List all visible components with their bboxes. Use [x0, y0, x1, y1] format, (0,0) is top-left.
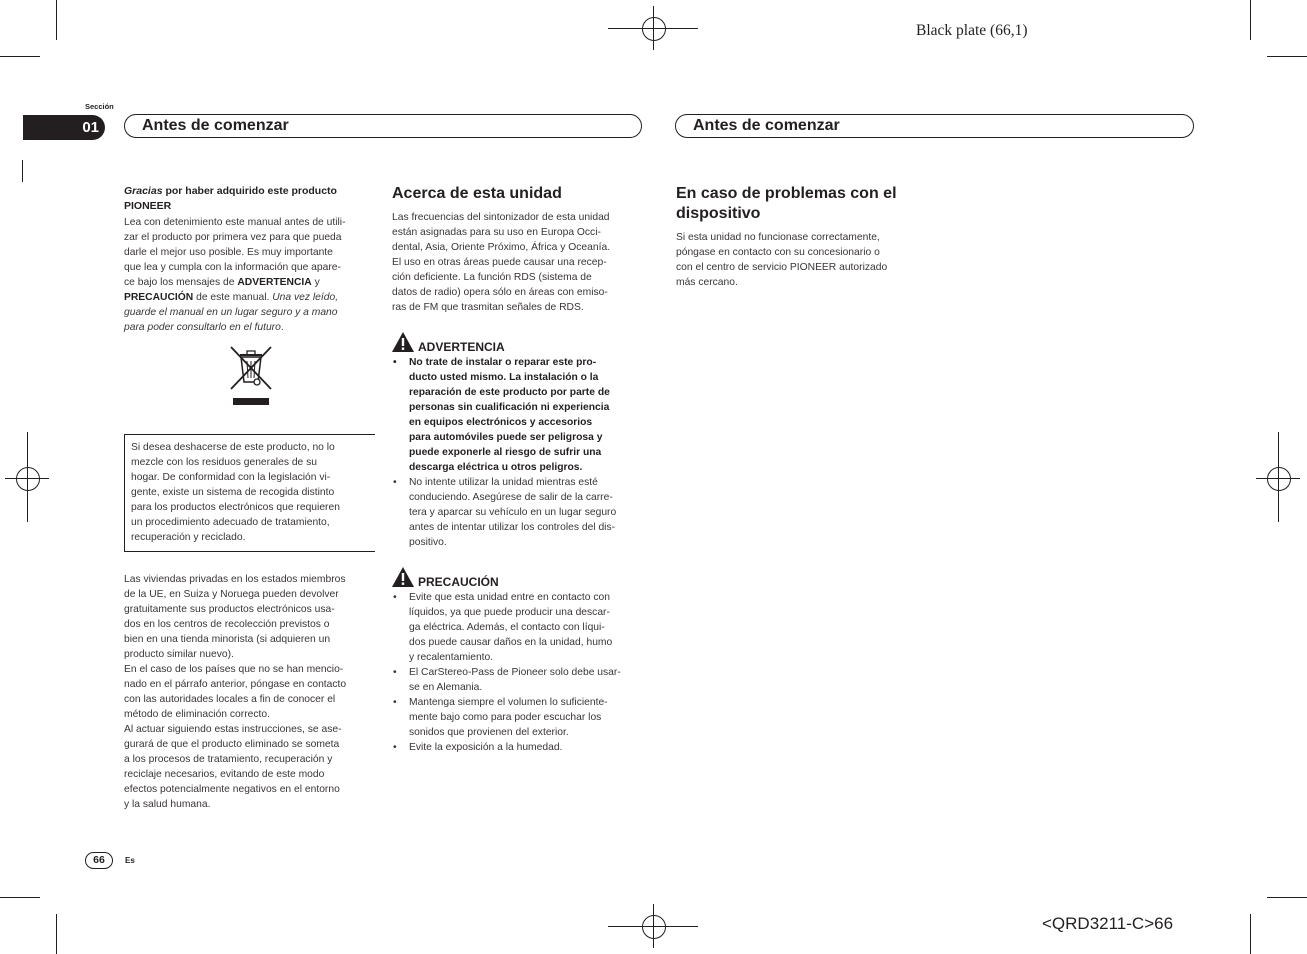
text-line: Mantenga siempre el volumen lo suficiente-	[409, 697, 608, 708]
text-line: hogar. De conformidad con la legislación vi-	[131, 472, 331, 483]
crossed-out-wheelie-bin-icon	[228, 344, 274, 408]
warning-item	[393, 475, 649, 550]
text-line: Evite la exposición a la humedad.	[409, 742, 563, 753]
text-line: ción deficiente. La función RDS (sistema de	[392, 272, 592, 283]
bullet: •	[393, 697, 397, 708]
text-line: Lea con detenimiento este manual antes de utili-	[124, 217, 346, 228]
italic-line: guarde el manual en un lugar seguro y a mano	[124, 307, 338, 318]
title-line: dispositivo	[676, 205, 761, 222]
crop-mark	[22, 160, 23, 182]
text-line: nado en el párrafo anterior, póngase en contacto	[124, 679, 347, 690]
crop-mark	[1267, 897, 1307, 898]
text-line: dental, Asia, Oriente Próximo, África y Oceanía.	[392, 242, 611, 253]
text-line: y la salud humana.	[124, 799, 211, 810]
text-line: En el caso de los países que no se han mencio-	[124, 664, 344, 675]
crop-mark	[56, 914, 57, 954]
warning-ref: ADVERTENCIA	[237, 277, 312, 288]
header-bar-left	[124, 114, 642, 138]
bullet: •	[393, 592, 397, 603]
crop-mark	[1267, 56, 1307, 57]
text-line: dos puede causar daños en la unidad, humo	[409, 637, 613, 648]
italic-line: para poder consultarlo en el futuro	[124, 322, 281, 333]
warning-triangle-icon	[392, 332, 414, 352]
text-line: y recalentamiento.	[409, 652, 494, 663]
text-line: No trate de instalar o reparar este pro-	[409, 357, 597, 368]
text-fragment: y	[311, 277, 320, 288]
text-line: a los procesos de tratamiento, recuperación y	[124, 754, 333, 765]
text-line: un procedimiento adecuado de tratamiento,	[131, 517, 330, 528]
warning-item	[393, 355, 649, 475]
text-fragment: .	[280, 322, 284, 333]
header-bar-right	[675, 114, 1194, 138]
crop-mark	[1250, 0, 1251, 40]
document-code: <QRD3211-C>66	[1042, 914, 1174, 933]
text-line: método de eliminación correcto.	[124, 709, 270, 720]
text-line: El CarStereo-Pass de Pioneer solo debe usar-	[409, 667, 621, 678]
intro-brand: PIONEER	[124, 200, 172, 212]
text-line: más cercano.	[676, 277, 738, 288]
section-title-troubleshooting	[676, 184, 897, 224]
header-title-right: Antes de comenzar	[693, 117, 840, 134]
section-title-about: Acerca de esta unidad	[392, 185, 562, 202]
text-line: personas sin cualificación ni experiencia	[409, 402, 610, 413]
intro-paragraph	[124, 215, 384, 335]
caution-item	[393, 665, 649, 695]
caution-item	[393, 590, 649, 665]
eu-disposal-paragraph	[124, 572, 386, 812]
text-line: ga eléctrica. Además, el contacto con líqui-	[409, 622, 605, 633]
text-line: efectos potencialmente negativos en el entorno	[124, 784, 340, 795]
text-line: Si desea deshacerse de este producto, no lo	[131, 442, 335, 453]
text-line: mezcle con los residuos generales de su	[131, 457, 318, 468]
caution-item	[393, 740, 649, 755]
text-fragment: de este manual.	[193, 292, 273, 303]
bullet: •	[393, 357, 397, 368]
bullet: •	[393, 667, 397, 678]
text-line: darle el mejor uso posible. Es muy importante	[124, 247, 333, 258]
text-line: Las frecuencias del sintonizador de esta unidad	[392, 212, 610, 223]
text-line: sonidos que provienen del exterior.	[409, 727, 569, 738]
section-number: 01	[82, 119, 99, 136]
text-line: positivo.	[409, 537, 447, 548]
text-line: datos de radio) opera sólo en áreas con emiso-	[392, 287, 608, 298]
text-line: líquidos, ya que puede producir una descar-	[409, 607, 610, 618]
intro-italic: Gracias	[124, 185, 163, 197]
text-line: gratuitamente sus productos electrónicos usa-	[124, 604, 335, 615]
text-line: Al actuar siguiendo estas instrucciones, se ase-	[124, 724, 342, 735]
text-line: para automóviles puede ser peligrosa y	[409, 432, 603, 443]
caution-triangle-icon	[392, 567, 414, 587]
title-line: En caso de problemas con el	[676, 185, 897, 202]
language-code: Es	[125, 856, 135, 865]
text-line: Evite que esta unidad entre en contacto con	[409, 592, 610, 603]
text-line: antes de intentar utilizar los controles del dis-	[409, 522, 616, 533]
troubleshooting-paragraph	[676, 230, 931, 290]
text-line: ducto usted mismo. La instalación o la	[409, 372, 599, 383]
text-line: reciclaje necesarios, evitando de este modo	[124, 769, 325, 780]
plate-label: Black plate (66,1)	[916, 22, 1028, 39]
text-line: en equipos electrónicos y accesorios	[409, 417, 593, 428]
text-line: para los productos electrónicos que requieren	[131, 502, 340, 513]
text-line: Las viviendas privadas en los estados miembros	[124, 574, 346, 585]
text-line: que lea y cumpla con la información que apare-	[124, 262, 341, 273]
text-line: de la UE, en Suiza y Noruega pueden devolver	[124, 589, 339, 600]
warning-heading: ADVERTENCIA	[418, 340, 505, 354]
text-line: están asignadas para su uso en Europa Occi-	[392, 227, 601, 238]
crop-mark	[1250, 914, 1251, 954]
text-line: conduciendo. Asegúrese de salir de la carre-	[409, 492, 613, 503]
intro-rest: por haber adquirido este producto	[162, 185, 337, 197]
italic-fragment: Una vez leído,	[272, 292, 339, 303]
crop-mark	[0, 56, 40, 57]
text-line: dos en los centros de recolección previstos o	[124, 619, 330, 630]
text-line: zar el producto por primera vez para que pueda	[124, 232, 342, 243]
text-line: producto similar nuevo).	[124, 649, 234, 660]
text-line: Si esta unidad no funcionase correctamente,	[676, 232, 880, 243]
text-line: póngase en contacto con su concesionario o	[676, 247, 880, 258]
text-line: descarga eléctrica u otros peligros.	[409, 462, 583, 473]
text-line: El uso en otras áreas puede causar una recep-	[392, 257, 607, 268]
text-line: con el centro de servicio PIONEER autorizado	[676, 262, 888, 273]
section-number-tab	[23, 115, 105, 140]
bullet: •	[393, 477, 397, 488]
page-number: 66	[93, 854, 105, 866]
text-line: ce bajo los mensajes de	[124, 277, 238, 288]
bullet: •	[393, 742, 397, 753]
section-label: Sección	[85, 102, 114, 111]
crop-mark	[56, 0, 57, 40]
text-line: bien en una tienda minorista (si adquieren un	[124, 634, 331, 645]
text-line: gente, existe un sistema de recogida distinto	[131, 487, 335, 498]
caution-item	[393, 695, 649, 740]
text-line: con las autoridades locales a fin de conocer el	[124, 694, 336, 705]
text-line: No intente utilizar la unidad mientras esté	[409, 477, 598, 488]
caution-heading: PRECAUCIÓN	[418, 575, 499, 589]
text-line: reparación de este producto por parte de	[409, 387, 610, 398]
disposal-notice-text	[131, 440, 376, 545]
text-line: se en Alemania.	[409, 682, 483, 693]
page-number-badge	[85, 852, 113, 869]
text-line: recuperación y reciclado.	[131, 532, 246, 543]
crop-mark	[0, 897, 40, 898]
about-paragraph	[392, 210, 647, 315]
intro-heading	[124, 184, 384, 214]
caution-ref: PRECAUCIÓN	[124, 292, 194, 303]
text-line: mente bajo como para poder escuchar los	[409, 712, 602, 723]
text-line: ras de FM que trasmitan señales de RDS.	[392, 302, 584, 313]
text-line: tera y aparcar su vehículo en un lugar seguro	[409, 507, 617, 518]
text-line: gurará de que el producto eliminado se someta	[124, 739, 340, 750]
text-line: puede exponerle al riesgo de sufrir una	[409, 447, 602, 458]
header-title-left: Antes de comenzar	[142, 117, 289, 134]
